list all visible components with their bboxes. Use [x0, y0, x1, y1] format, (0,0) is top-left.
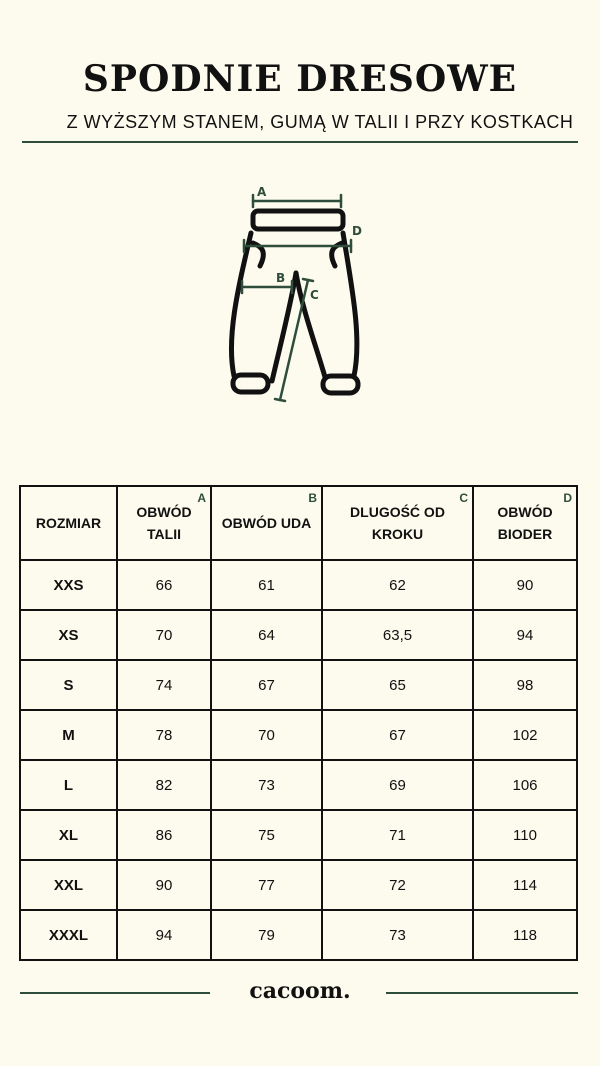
column-header: D OBWÓD BIODER: [473, 486, 577, 560]
table-header-row: [20, 486, 577, 560]
table-cell: 86: [117, 810, 211, 860]
table-cell: 61: [211, 560, 322, 610]
footer-divider-right: [386, 992, 578, 994]
measure-a-label: A: [257, 185, 267, 199]
page-subtitle: Z WYŻSZYM STANEM, GUMĄ W TALII I PRZY KOSTKACH: [66, 112, 574, 132]
table-cell: 63,5: [322, 610, 473, 660]
size-cell: XXXL: [20, 910, 117, 960]
table-cell: 90: [117, 860, 211, 910]
table-row: [20, 660, 577, 710]
measure-c-label: C: [310, 288, 319, 302]
table-cell: 72: [322, 860, 473, 910]
table-cell: 98: [473, 660, 577, 710]
table-row: [20, 610, 577, 660]
brand-logo: cacoom.: [249, 978, 351, 1004]
table-cell: 66: [117, 560, 211, 610]
measure-d-label: D: [352, 224, 362, 238]
size-table: [19, 485, 578, 961]
table-row: [20, 860, 577, 910]
table-cell: 77: [211, 860, 322, 910]
table-cell: 82: [117, 760, 211, 810]
table-cell: 64: [211, 610, 322, 660]
pants-diagram: [220, 178, 380, 408]
table-cell: 73: [322, 910, 473, 960]
column-header: C DLUGOŚĆ OD KROKU: [322, 486, 473, 560]
table-cell: 74: [117, 660, 211, 710]
table-cell: 90: [473, 560, 577, 610]
table-cell: 67: [322, 710, 473, 760]
table-cell: 70: [211, 710, 322, 760]
table-cell: 78: [117, 710, 211, 760]
size-cell: L: [20, 760, 117, 810]
table-row: [20, 760, 577, 810]
table-cell: 94: [117, 910, 211, 960]
pants-outline-icon: [231, 211, 358, 393]
table-cell: 94: [473, 610, 577, 660]
page-title: SPODNIE DRESOWE: [82, 58, 518, 100]
table-cell: 118: [473, 910, 577, 960]
table-row: [20, 560, 577, 610]
column-header: B OBWÓD UDA: [211, 486, 322, 560]
size-cell: XXS: [20, 560, 117, 610]
table-row: [20, 810, 577, 860]
divider-top: [22, 141, 578, 143]
column-header: A OBWÓD TALII: [117, 486, 211, 560]
table-cell: 75: [211, 810, 322, 860]
size-cell: M: [20, 710, 117, 760]
table-cell: 73: [211, 760, 322, 810]
column-header: ROZMIAR: [20, 486, 117, 560]
table-cell: 65: [322, 660, 473, 710]
table-row: [20, 910, 577, 960]
measure-b-label: B: [276, 271, 286, 285]
size-cell: XS: [20, 610, 117, 660]
table-cell: 79: [211, 910, 322, 960]
table-cell: 67: [211, 660, 322, 710]
size-cell: S: [20, 660, 117, 710]
size-cell: XL: [20, 810, 117, 860]
table-row: [20, 710, 577, 760]
table-cell: 114: [473, 860, 577, 910]
table-cell: 71: [322, 810, 473, 860]
table-cell: 110: [473, 810, 577, 860]
table-cell: 106: [473, 760, 577, 810]
table-cell: 62: [322, 560, 473, 610]
table-cell: 102: [473, 710, 577, 760]
table-cell: 69: [322, 760, 473, 810]
table-cell: 70: [117, 610, 211, 660]
footer-divider-left: [20, 992, 210, 994]
size-cell: XXL: [20, 860, 117, 910]
